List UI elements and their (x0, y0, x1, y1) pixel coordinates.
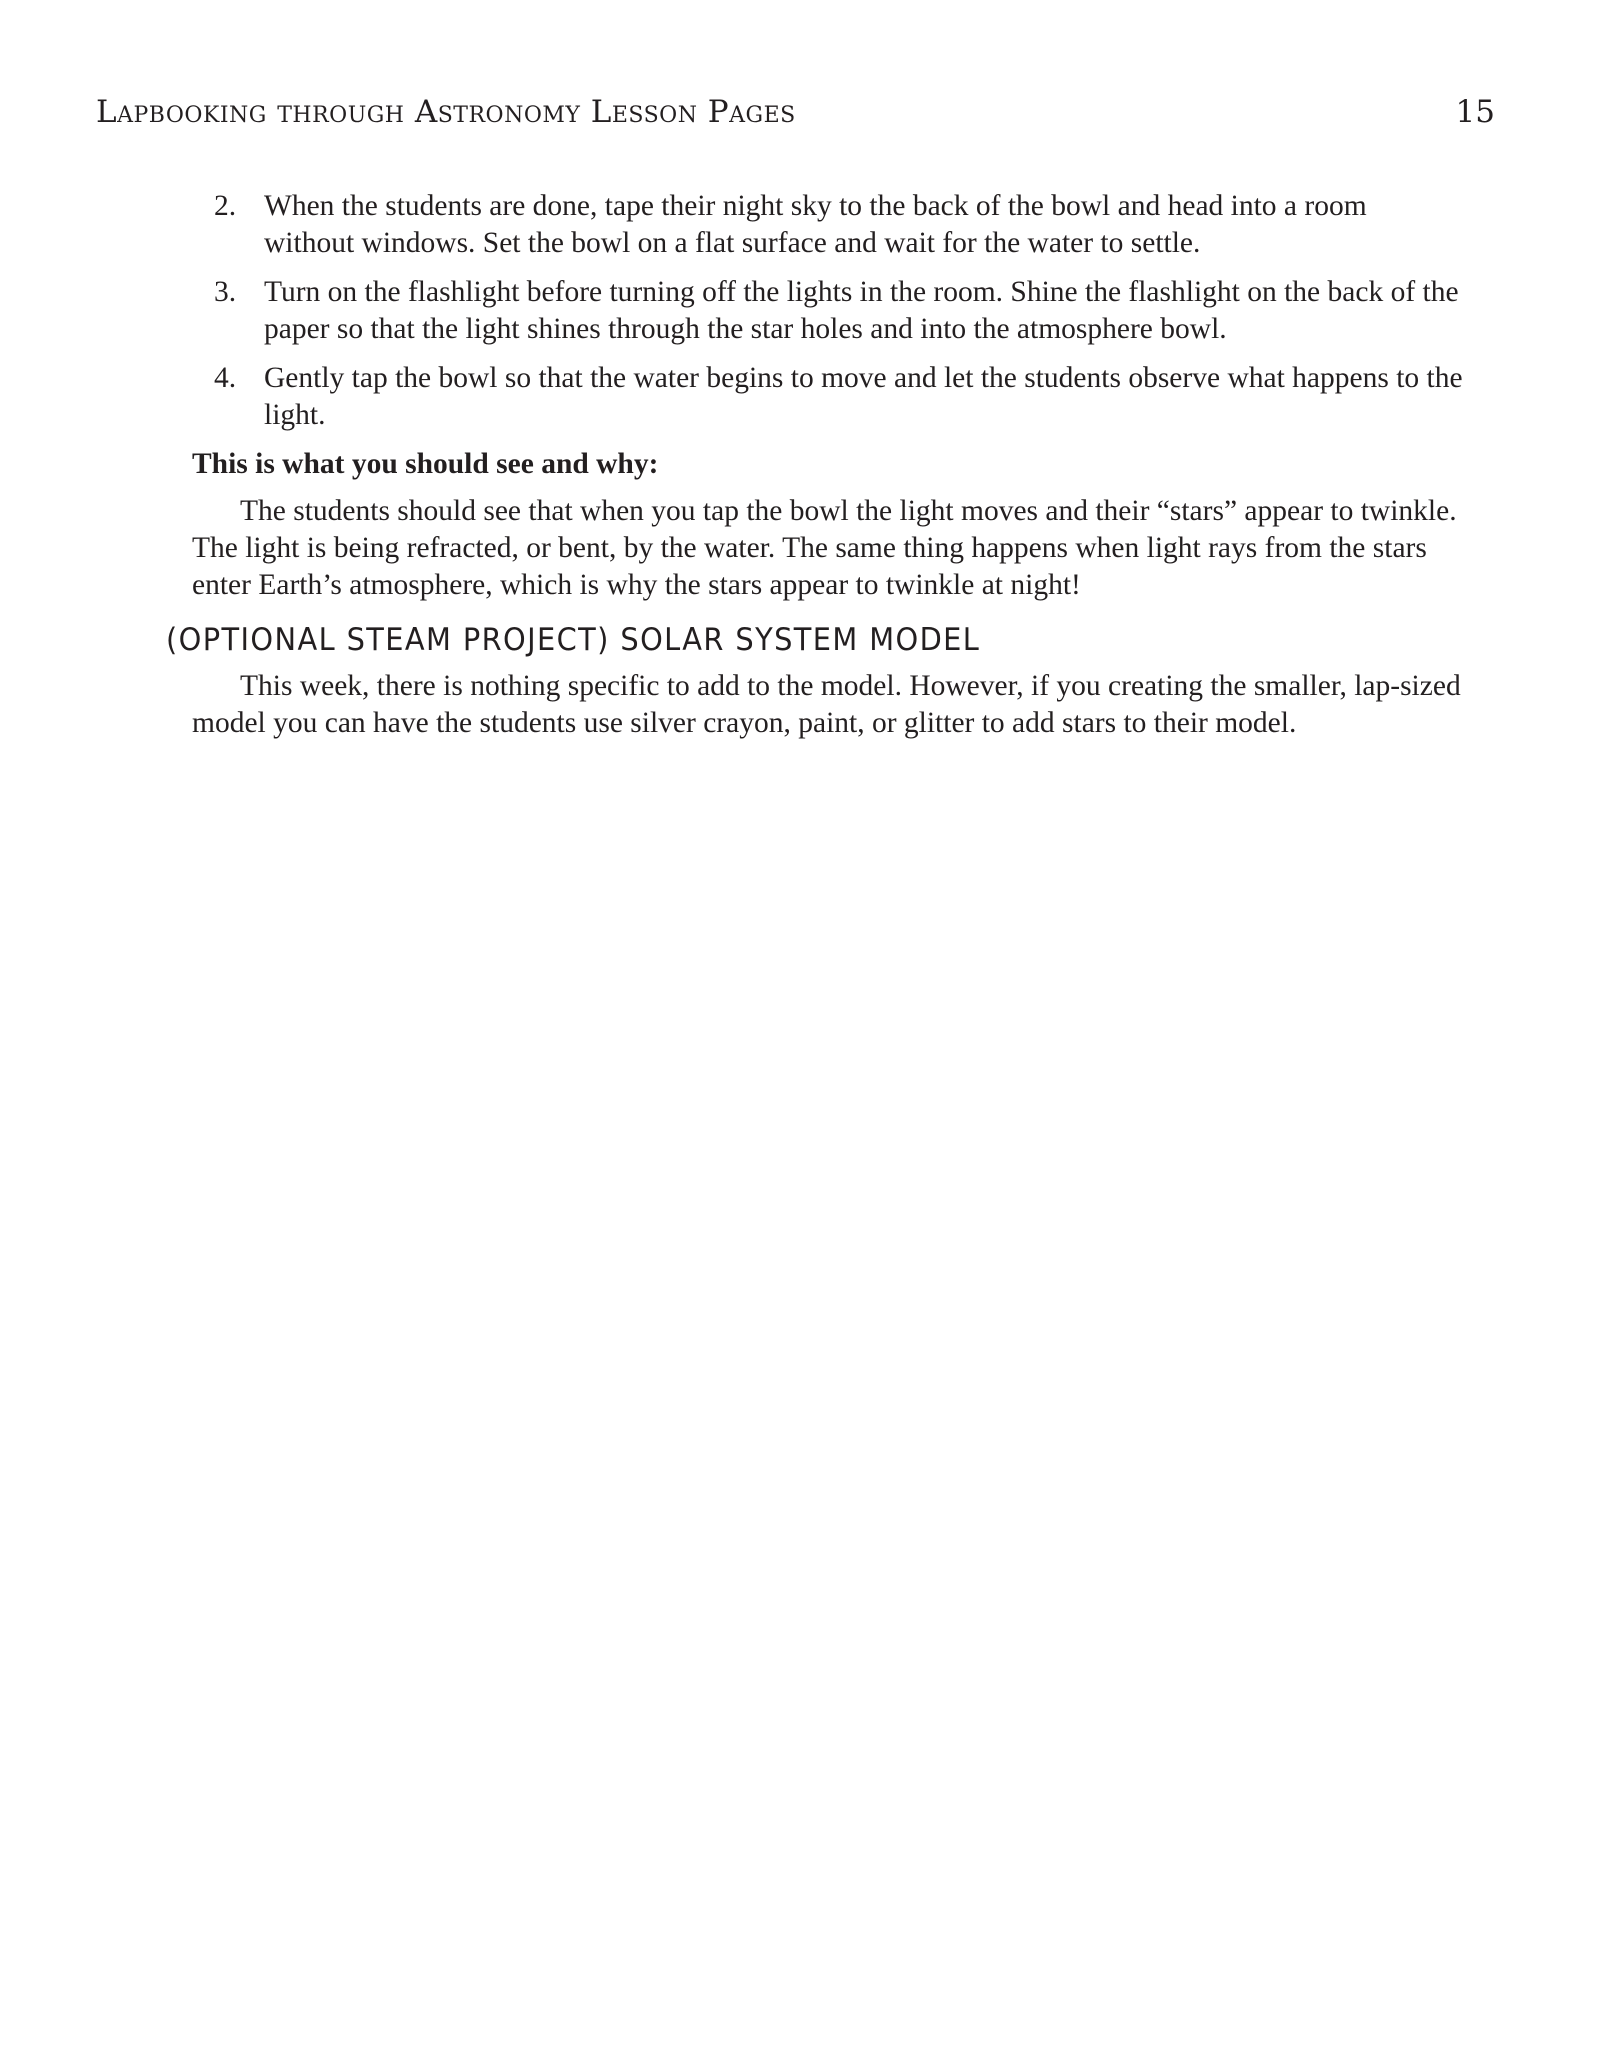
step-text: Turn on the flashlight before turning off the lights in the room. Shine the flashlight on the back of the paper so that the light shines through the star holes and into the atmosphere bowl. (264, 276, 1459, 345)
step-number: 4. (214, 362, 237, 394)
steam-project-heading: (OPTIONAL STEAM PROJECT) SOLAR SYSTEM MODEL (166, 622, 981, 658)
steam-project-paragraph: This week, there is nothing specific to add to the model. However, if you creating the smaller, lap-sized model you can have the students use silver crayon, paint, or glitter to add stars to their model. (192, 670, 1461, 739)
observation-heading: This is what you should see and why: (192, 448, 659, 480)
step-item (192, 188, 1464, 262)
observation-paragraph: The students should see that when you tap the bowl the light moves and their “stars” appear to twinkle. The light is being refracted, or bent, by the water. The same thing happens when light rays from the stars enter Earth’s atmosphere, which is why the stars appear to twinkle at night! (192, 495, 1457, 601)
page-number: 15 (1455, 94, 1495, 130)
page-content (166, 188, 1464, 742)
instruction-steps (192, 188, 1464, 434)
step-text: Gently tap the bowl so that the water begins to move and let the students observe what happens to the light. (264, 362, 1463, 431)
step-text: When the students are done, tape their night sky to the back of the bowl and head into a room without windows. Set the bowl on a flat surface and wait for the water to settle. (264, 190, 1367, 259)
step-number: 2. (214, 190, 237, 222)
step-item (192, 274, 1464, 348)
step-item (192, 360, 1464, 434)
step-number: 3. (214, 276, 237, 308)
running-head: Lapbooking through Astronomy Lesson Pages (96, 94, 796, 130)
